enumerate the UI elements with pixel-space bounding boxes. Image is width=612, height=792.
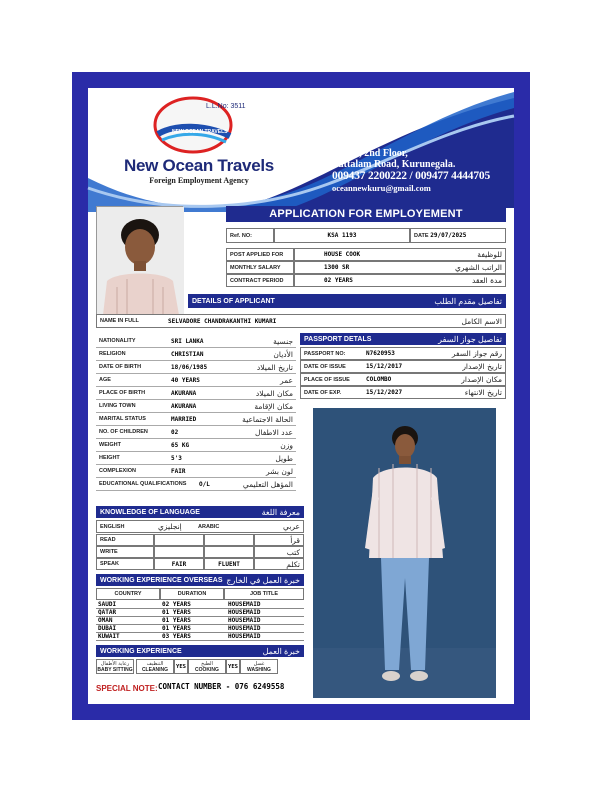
- period-label-cell: [226, 274, 294, 287]
- language-skill-cell: [96, 558, 154, 570]
- post-label-cell: [226, 248, 294, 261]
- language-skill-label: READ: [100, 537, 116, 543]
- passport-label: PLACE OF ISSUE: [304, 376, 350, 383]
- detail-label: WEIGHT: [99, 442, 121, 448]
- detail-value: 02: [171, 428, 179, 436]
- language-skill-ar: تكلم: [286, 559, 300, 569]
- detail-value: 5'3: [171, 454, 182, 462]
- passport-row: [300, 373, 506, 386]
- detail-row: [96, 426, 296, 439]
- detail-row: [96, 439, 296, 452]
- agency-logo: [150, 94, 246, 156]
- detail-label: EDUCATIONAL QUALIFICATIONS: [99, 481, 187, 487]
- passport-header-ar: تفاصيل جواز السفر: [438, 334, 502, 344]
- language-skill-ar-cell: [254, 534, 304, 546]
- agency-contact: [332, 148, 512, 194]
- detail-ar: الأديان: [273, 349, 293, 359]
- experience-item: [96, 659, 134, 674]
- experience-item-value: YES: [228, 663, 238, 670]
- address-line2: Puttalam Road, Kurunegala.: [332, 159, 456, 170]
- detail-label: AGE: [99, 377, 111, 383]
- detail-value: AKURANA: [171, 389, 197, 397]
- col-job-title: JOB TITLE: [224, 588, 304, 600]
- detail-label: DATE OF BIRTH: [99, 364, 142, 370]
- detail-value: MARRIED: [171, 415, 197, 423]
- salary-label-cell: [226, 261, 294, 274]
- period-ar: مدة العقد: [472, 276, 502, 285]
- detail-row: [96, 452, 296, 465]
- detail-ar: مكان الميلاد: [255, 388, 293, 398]
- detail-ar: عدد الاطفال: [255, 427, 293, 437]
- detail-row: [96, 348, 296, 361]
- detail-row: [96, 387, 296, 400]
- detail-label: COMPLEXION: [99, 468, 136, 474]
- col-country: COUNTRY: [96, 588, 160, 600]
- passport-label: PASSPORT NO:: [304, 350, 346, 357]
- detail-label: HEIGHT: [99, 455, 120, 461]
- detail-ar: مكان الإقامة: [254, 401, 293, 411]
- experience-item-value: YES: [176, 663, 186, 670]
- overseas-job: HOUSEMAID: [228, 601, 261, 608]
- detail-label: LIVING TOWN: [99, 403, 136, 409]
- experience-header-ar: خبرة العمل: [262, 646, 300, 656]
- name-row: [96, 314, 506, 328]
- salary-ar: الراتب الشهري: [455, 263, 502, 272]
- arabic-ar: عربي: [283, 522, 300, 531]
- passport-ar: تاريخ الانتهاء: [464, 388, 502, 397]
- passport-ar: مكان الإصدار: [461, 375, 502, 384]
- logo-ring-text: NEW OCEAN TRAVELS: [172, 129, 228, 135]
- application-sheet: [88, 88, 514, 704]
- agency-email: oceannewkuru@gmail.com: [332, 183, 431, 193]
- date-label: DATE: [414, 232, 429, 239]
- overseas-duration: 02 YEARS: [162, 601, 191, 608]
- overseas-job: HOUSEMAID: [228, 625, 261, 632]
- salary-value: 1300 SR: [324, 264, 350, 271]
- detail-value: AKURANA: [171, 402, 197, 410]
- detail-row: [96, 413, 296, 426]
- detail-ar: تاريخ الميلاد: [256, 362, 293, 372]
- experience-item: [188, 659, 226, 674]
- arabic-label: ARABIC: [198, 523, 220, 530]
- overseas-country: QATAR: [98, 609, 117, 616]
- detail-row: [96, 478, 296, 491]
- overseas-row: [96, 625, 304, 633]
- ref-value: KSA 1193: [327, 232, 357, 239]
- detail-value: FAIR: [171, 467, 186, 475]
- detail-value: O/L: [199, 480, 210, 488]
- detail-label: PLACE OF BIRTH: [99, 390, 146, 396]
- passport-row: [300, 360, 506, 373]
- language-skill-label: WRITE: [100, 549, 118, 555]
- ref-label: Ref. NO:: [230, 232, 252, 239]
- passport-label: DATE OF EXP.: [304, 389, 342, 396]
- arabic-level-cell: [204, 534, 254, 546]
- agency-phones: 009437 2200222 / 009477 4444705: [332, 170, 490, 182]
- overseas-row: [96, 617, 304, 625]
- detail-ar: طويل: [275, 453, 293, 463]
- detail-row: [96, 374, 296, 387]
- passport-ar: رقم جواز السفر: [451, 349, 502, 358]
- english-ar: إنجليزي: [158, 522, 182, 531]
- detail-row: [96, 335, 296, 348]
- overseas-row: [96, 609, 304, 617]
- detail-label: NO. OF CHILDREN: [99, 429, 148, 435]
- experience-item-ar: غسل: [253, 660, 265, 667]
- overseas-country: KUWAIT: [98, 633, 120, 640]
- agency-tagline: Foreign Employment Agency: [149, 176, 249, 185]
- language-columns: [96, 520, 304, 533]
- detail-row: [96, 465, 296, 478]
- ref-label-cell: [226, 228, 274, 243]
- post-ar: للوظيفة: [477, 250, 502, 259]
- name-value: SELVADORE CHANDRAKANTHI KUMARI: [168, 317, 277, 325]
- passport-ar: تاريخ الإصدار: [462, 362, 502, 371]
- overseas-row: [96, 601, 304, 609]
- experience-item: [240, 659, 278, 674]
- experience-header: [96, 645, 304, 657]
- language-header-ar: معرفة اللغة: [261, 507, 300, 517]
- name-ar: الاسم الكامل: [461, 316, 502, 326]
- overseas-row: [96, 633, 304, 641]
- post-label: POST APPLIED FOR: [230, 251, 284, 258]
- date-cell: [410, 228, 506, 243]
- special-note-text: CONTACT NUMBER - 076 6249558: [158, 682, 285, 691]
- experience-item-label: COOKING: [195, 666, 219, 673]
- arabic-level: FLUENT: [218, 560, 240, 568]
- col-duration: DURATION: [160, 588, 224, 600]
- overseas-duration: 03 YEARS: [162, 633, 191, 640]
- experience-item-ar: التنظيف: [146, 660, 164, 667]
- experience-item-label: WASHING: [247, 666, 271, 673]
- experience-item-value-cell: [174, 659, 188, 674]
- detail-ar: عمر: [280, 375, 293, 385]
- period-value: 02 YEARS: [324, 277, 353, 284]
- address-line1: No. 60, 2nd Floor,: [332, 148, 408, 159]
- detail-label: MARITAL STATUS: [99, 416, 146, 422]
- language-skill-ar: قرأ: [290, 535, 300, 545]
- detail-row: [96, 361, 296, 374]
- applicant-portrait-photo: [96, 206, 183, 314]
- applicant-full-photo: [313, 408, 496, 698]
- detail-value: SRI LANKA: [171, 337, 204, 345]
- experience-item-ar: الطبخ: [201, 660, 213, 667]
- salary-label: MONTHLY SALARY: [230, 264, 281, 271]
- details-header-ar: تفاصيل مقدم الطلب: [434, 296, 502, 306]
- overseas-header-ar: خبرة العمل في الخارج: [226, 575, 300, 585]
- arabic-level-cell: [204, 546, 254, 558]
- detail-value: 40 YEARS: [171, 376, 200, 384]
- ref-value-cell: [274, 228, 410, 243]
- salary-value-cell: [294, 261, 506, 274]
- passport-value: COLOMBO: [366, 376, 392, 383]
- overseas-country: SAUDI: [98, 601, 117, 608]
- detail-value: 18/06/1985: [171, 363, 208, 371]
- detail-ar: المؤهل التعليمي: [242, 479, 293, 489]
- overseas-job: HOUSEMAID: [228, 633, 261, 640]
- language-header: [96, 506, 304, 518]
- special-note-label: SPECIAL NOTE:: [96, 684, 158, 693]
- language-skill-ar-cell: [254, 546, 304, 558]
- english-level-cell: [154, 534, 204, 546]
- experience-item-label: CLEANING: [141, 666, 169, 673]
- language-skill-label: SPEAK: [100, 561, 119, 567]
- period-value-cell: [294, 274, 506, 287]
- license-text: L.L.No: 3511: [206, 103, 246, 110]
- english-level-cell: [154, 546, 204, 558]
- passport-header: [300, 333, 506, 345]
- detail-value: CHRISTIAN: [171, 350, 204, 358]
- passport-label: DATE OF ISSUE: [304, 363, 346, 370]
- special-note: [96, 678, 308, 698]
- form-title: APPLICATION FOR EMPLOYEMENT: [226, 206, 506, 222]
- language-skill-cell: [96, 546, 154, 558]
- experience-header-label: WORKING EXPERIENCE: [100, 647, 182, 655]
- language-skill-ar-cell: [254, 558, 304, 570]
- passport-header-label: PASSPORT DETALS: [304, 335, 372, 343]
- experience-item-ar: رعاية الأطفال: [100, 660, 130, 667]
- post-value: HOUSE COOK: [324, 251, 361, 258]
- details-header-label: DETAILS OF APPLICANT: [192, 297, 275, 305]
- passport-value: N7620953: [366, 350, 395, 357]
- passport-value: 15/12/2017: [366, 363, 403, 370]
- name-label: NAME IN FULL: [100, 318, 139, 324]
- details-header: [188, 294, 506, 308]
- detail-ar: جنسية: [273, 336, 293, 346]
- detail-ar: لون بشر: [266, 466, 293, 476]
- post-value-cell: [294, 248, 506, 261]
- english-level-cell: [154, 558, 204, 570]
- language-skill-ar: كتب: [286, 547, 300, 557]
- passport-value: 15/12/2027: [366, 389, 403, 396]
- date-value: 29/07/2025: [430, 232, 467, 239]
- english-label: ENGLISH: [100, 523, 125, 530]
- arabic-level-cell: [204, 558, 254, 570]
- overseas-job: HOUSEMAID: [228, 609, 261, 616]
- overseas-header: [96, 574, 304, 586]
- experience-item-label: BABY SITTING: [97, 666, 133, 673]
- detail-value: 65 KG: [171, 441, 190, 449]
- overseas-duration: 01 YEARS: [162, 609, 191, 616]
- agency-name: New Ocean Travels: [124, 156, 274, 175]
- experience-item-value-cell: [226, 659, 240, 674]
- overseas-duration: 01 YEARS: [162, 617, 191, 624]
- overseas-duration: 01 YEARS: [162, 625, 191, 632]
- detail-label: RELIGION: [99, 351, 126, 357]
- experience-item: [136, 659, 174, 674]
- detail-label: NATIONALITY: [99, 338, 136, 344]
- detail-ar: وزن: [280, 440, 293, 450]
- period-label: CONTRACT PERIOD: [230, 277, 284, 284]
- detail-row: [96, 400, 296, 413]
- english-level: FAIR: [171, 560, 187, 568]
- language-skill-cell: [96, 534, 154, 546]
- passport-row: [300, 386, 506, 399]
- detail-ar: الحالة الاجتماعية: [242, 414, 293, 424]
- overseas-job: HOUSEMAID: [228, 617, 261, 624]
- passport-row: [300, 347, 506, 360]
- overseas-header-label: WORKING EXPERIENCE OVERSEAS: [100, 576, 223, 584]
- overseas-country: OMAN: [98, 617, 113, 624]
- overseas-country: DUBAI: [98, 625, 117, 632]
- language-header-label: KNOWLEDGE OF LANGUAGE: [100, 508, 200, 516]
